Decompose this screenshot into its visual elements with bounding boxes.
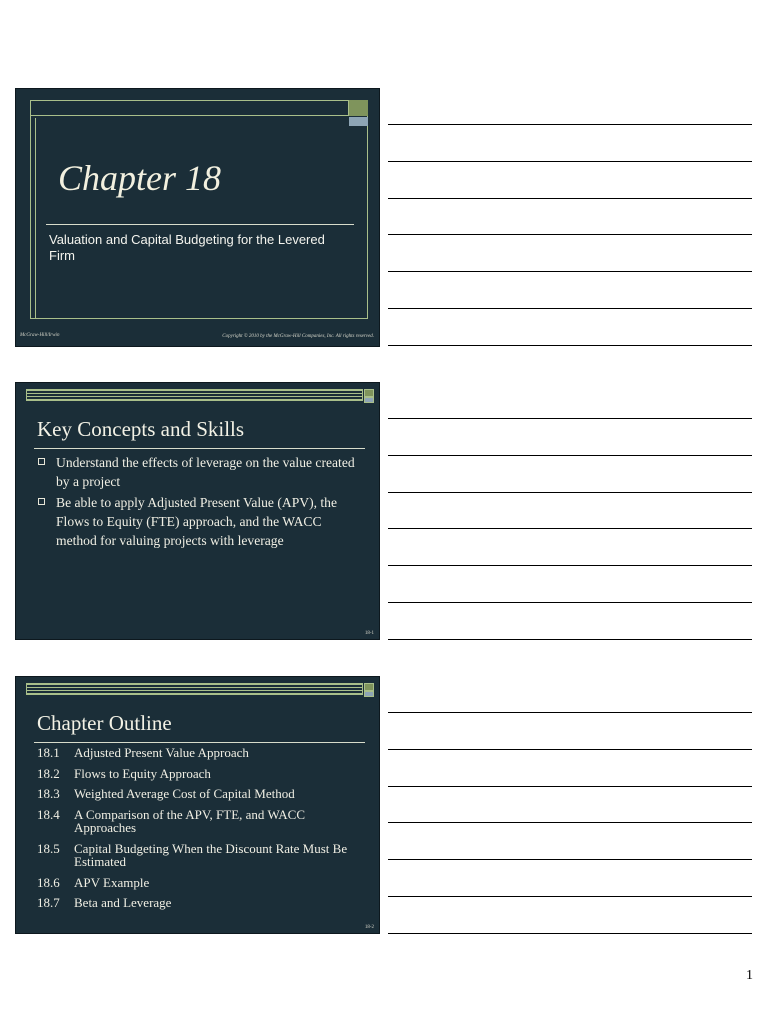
notes-line bbox=[388, 712, 752, 713]
outline-item bbox=[37, 876, 367, 890]
outline-text: Weighted Average Cost of Capital Method bbox=[74, 786, 295, 801]
outline-list bbox=[37, 746, 367, 917]
outline-text: Flows to Equity Approach bbox=[74, 765, 211, 781]
slide-title: Chapter 18 bbox=[58, 158, 222, 198]
outline-number: 18.7 bbox=[37, 895, 60, 910]
accent-square-blue bbox=[364, 397, 374, 403]
bullet-list bbox=[38, 453, 358, 551]
square-bullet-icon bbox=[38, 458, 45, 465]
slide-frame bbox=[30, 100, 368, 319]
notes-line bbox=[388, 933, 752, 934]
outline-text: APV Example bbox=[74, 874, 150, 890]
outline-number: 18.4 bbox=[37, 806, 60, 822]
notes-line bbox=[388, 639, 752, 640]
outline-text: Capital Budgeting When the Discount Rate Must Be Estimated bbox=[74, 840, 348, 869]
outline-text: A Comparison of the APV, FTE, and WACC Approaches bbox=[74, 806, 306, 835]
slide-page-label: 18-2 bbox=[364, 925, 374, 930]
notes-line bbox=[388, 308, 752, 309]
notes-line bbox=[388, 859, 752, 860]
page-number: 1 bbox=[746, 968, 753, 983]
outline-number: 18.3 bbox=[37, 786, 60, 801]
outline-text: Beta and Leverage bbox=[74, 895, 172, 910]
copyright-footer: Copyright © 2010 by the McGraw-Hill Companies, Inc. All rights reserved. bbox=[222, 334, 374, 339]
notes-line bbox=[388, 786, 752, 787]
title-rule bbox=[46, 224, 354, 225]
notes-line bbox=[388, 565, 752, 566]
outline-text: Adjusted Present Value Approach bbox=[74, 745, 249, 760]
square-bullet-icon bbox=[38, 498, 45, 505]
notes-line bbox=[388, 345, 752, 346]
publisher-footer: McGraw-Hill/Irwin bbox=[20, 333, 60, 338]
slide-title: Chapter Outline bbox=[37, 711, 172, 735]
slide-page-label: 18-1 bbox=[364, 631, 374, 636]
outline-item bbox=[37, 746, 367, 760]
outline-item bbox=[37, 896, 367, 910]
accent-square-blue bbox=[349, 117, 368, 126]
outline-number: 18.6 bbox=[37, 874, 60, 890]
outline-item bbox=[37, 808, 367, 835]
title-rule bbox=[34, 742, 365, 743]
outline-number: 18.2 bbox=[37, 765, 60, 781]
bullet-text: Understand the effects of leverage on the value created by a project bbox=[56, 455, 355, 490]
accent-square-green bbox=[364, 683, 374, 691]
slide-1 bbox=[15, 88, 380, 347]
outline-number: 18.5 bbox=[37, 840, 60, 856]
notes-line bbox=[388, 602, 752, 603]
slide-3 bbox=[15, 676, 380, 934]
title-rule bbox=[34, 448, 365, 449]
bullet-item bbox=[38, 453, 358, 492]
accent-square-green bbox=[364, 389, 374, 397]
bullet-item bbox=[38, 493, 358, 551]
frame-vertical-line bbox=[35, 118, 36, 318]
notes-line bbox=[388, 528, 752, 529]
slide-title: Key Concepts and Skills bbox=[37, 417, 245, 441]
notes-line bbox=[388, 822, 752, 823]
accent-square-blue bbox=[364, 691, 374, 697]
notes-line bbox=[388, 749, 752, 750]
slide-top-bar bbox=[26, 389, 363, 401]
notes-line bbox=[388, 896, 752, 897]
notes-line bbox=[388, 161, 752, 162]
bullet-text: Be able to apply Adjusted Present Value (APV), the Flows to Equity (FTE) approach, and the WACC method for valuing projects with leverage bbox=[56, 494, 338, 549]
slide-top-bar bbox=[26, 683, 363, 695]
notes-line bbox=[388, 234, 752, 235]
outline-number: 18.1 bbox=[37, 745, 60, 760]
notes-line bbox=[388, 198, 752, 199]
outline-item bbox=[37, 787, 367, 801]
accent-square-green bbox=[349, 100, 368, 116]
outline-item bbox=[37, 767, 367, 781]
notes-line bbox=[388, 271, 752, 272]
slide-top-bar bbox=[30, 100, 349, 116]
notes-line bbox=[388, 124, 752, 125]
notes-line bbox=[388, 418, 752, 419]
outline-item bbox=[37, 842, 367, 869]
slide-subtitle: Valuation and Capital Budgeting for the Levered Firm bbox=[49, 232, 325, 263]
notes-line bbox=[388, 492, 752, 493]
slide-2 bbox=[15, 382, 380, 640]
notes-line bbox=[388, 455, 752, 456]
